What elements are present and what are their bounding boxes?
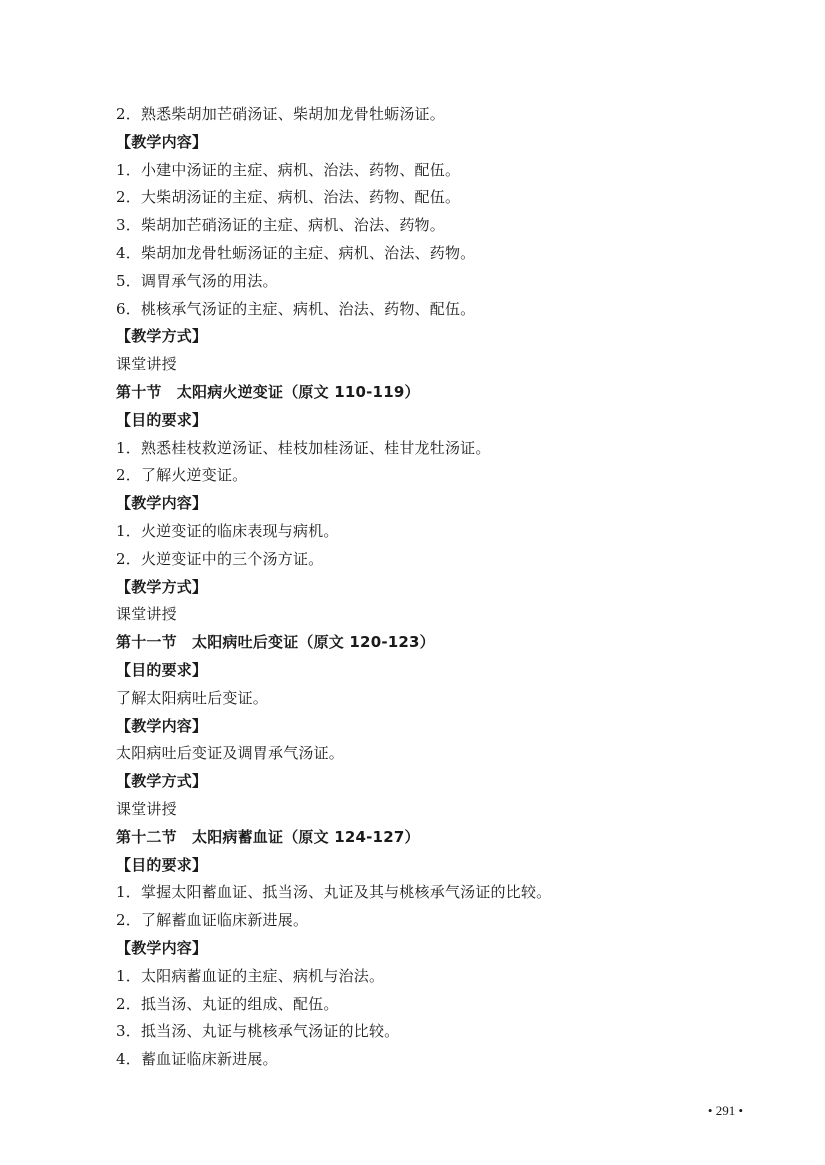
section-label: 【教学内容】 bbox=[116, 938, 208, 957]
text-line: 2．抵当汤、丸证的组成、配伍。 bbox=[116, 994, 339, 1013]
text-line: 1．掌握太阳蓄血证、抵当汤、丸证及其与桃核承气汤证的比较。 bbox=[116, 883, 552, 902]
section-heading: 第十一节 太阳病吐后变证（原文 120-123） bbox=[116, 633, 435, 652]
text-line: 1．太阳病蓄血证的主症、病机与治法。 bbox=[116, 966, 385, 985]
section-label: 【教学方式】 bbox=[116, 327, 208, 346]
section-label: 【教学方式】 bbox=[116, 577, 208, 596]
page-content bbox=[116, 101, 756, 1074]
text-line: 2．大柴胡汤证的主症、病机、治法、药物、配伍。 bbox=[116, 188, 461, 207]
section-label: 【目的要求】 bbox=[116, 855, 208, 874]
text-line: 课堂讲授 bbox=[116, 799, 177, 818]
section-label: 【目的要求】 bbox=[116, 410, 208, 429]
text-line: 课堂讲授 bbox=[116, 355, 177, 374]
page-number: • 291 • bbox=[707, 1103, 743, 1118]
text-line: 2．火逆变证中的三个汤方证。 bbox=[116, 549, 324, 568]
text-line: 1．小建中汤证的主症、病机、治法、药物、配伍。 bbox=[116, 160, 461, 179]
section-heading: 第十节 太阳病火逆变证（原文 110-119） bbox=[116, 382, 420, 401]
text-line: 3．柴胡加芒硝汤证的主症、病机、治法、药物。 bbox=[116, 216, 445, 235]
text-line: 4．柴胡加龙骨牡蛎汤证的主症、病机、治法、药物。 bbox=[116, 243, 476, 262]
text-line: 2．熟悉柴胡加芒硝汤证、柴胡加龙骨牡蛎汤证。 bbox=[116, 105, 445, 123]
text-line: 课堂讲授 bbox=[116, 605, 177, 624]
text-line: 2．了解蓄血证临床新进展。 bbox=[116, 911, 309, 930]
section-label: 【教学内容】 bbox=[116, 132, 208, 151]
text-line: 4．蓄血证临床新进展。 bbox=[116, 1050, 278, 1069]
section-heading: 第十二节 太阳病蓄血证（原文 124-127） bbox=[116, 827, 420, 846]
text-line: 1．熟悉桂枝救逆汤证、桂枝加桂汤证、桂甘龙牡汤证。 bbox=[116, 438, 491, 457]
text-line: 太阳病吐后变证及调胃承气汤证。 bbox=[116, 744, 345, 763]
text-line: 3．抵当汤、丸证与桃核承气汤证的比较。 bbox=[116, 1022, 400, 1041]
text-line: 1．火逆变证的临床表现与病机。 bbox=[116, 521, 339, 540]
section-label: 【教学内容】 bbox=[116, 494, 208, 513]
text-line: 5．调胃承气汤的用法。 bbox=[116, 271, 278, 290]
text-line: 2．了解火逆变证。 bbox=[116, 466, 248, 485]
section-label: 【目的要求】 bbox=[116, 660, 208, 679]
text-line: 了解太阳病吐后变证。 bbox=[116, 688, 269, 707]
text-line: 6．桃核承气汤证的主症、病机、治法、药物、配伍。 bbox=[116, 299, 476, 318]
section-label: 【教学方式】 bbox=[116, 772, 208, 791]
section-label: 【教学内容】 bbox=[116, 716, 208, 735]
